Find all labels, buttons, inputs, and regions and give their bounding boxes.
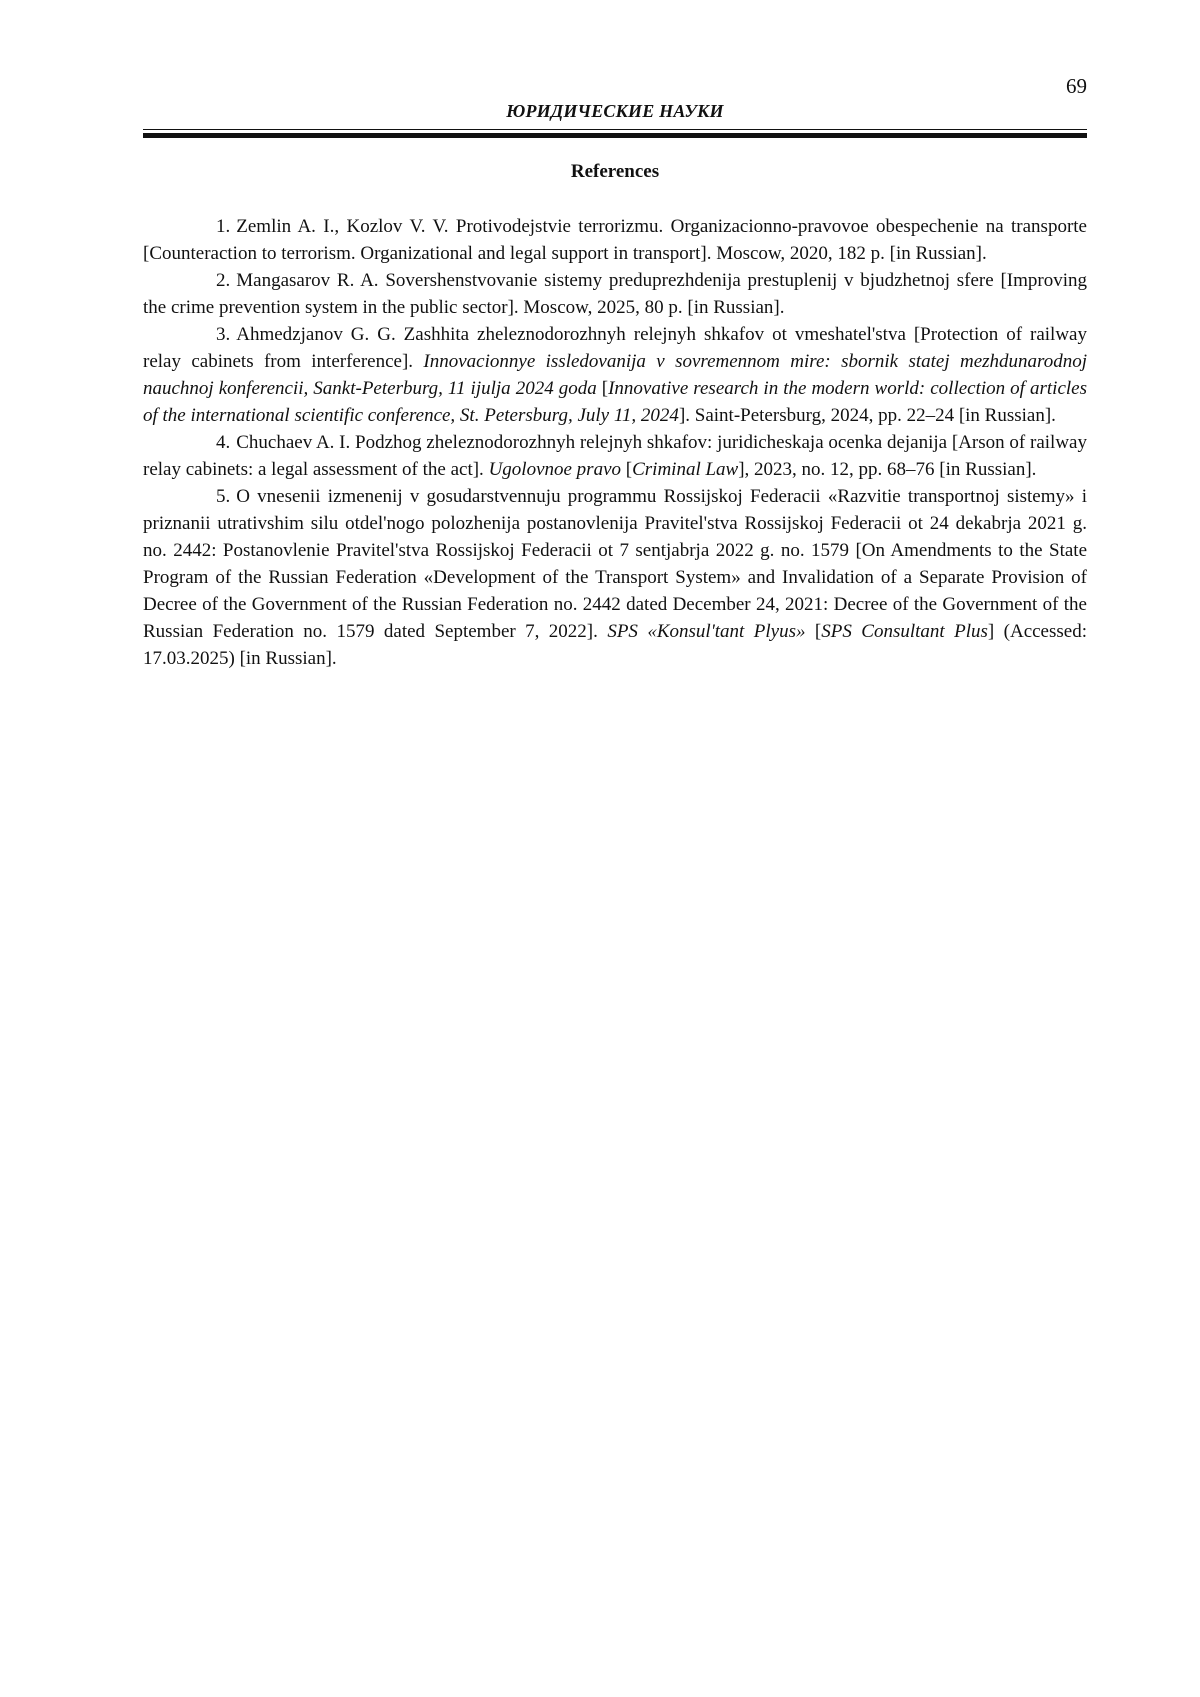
reference-italic-text: Ugolovnoe pravo <box>488 459 622 480</box>
header-rule-thin <box>143 129 1087 130</box>
header-rule-thick <box>143 133 1087 138</box>
page-number: 69 <box>1066 74 1087 98</box>
reference-entry <box>143 213 1087 267</box>
reference-number: 1. <box>216 216 231 237</box>
reference-italic-text: Criminal Law <box>632 459 739 480</box>
reference-italic-text: Innovacionnye issledovanija v sovremennom mire: sbornik statej mezhdunarodnoj nauchnoj konferencii, Sankt-Peterburg, 11 ijulja 2024 goda <box>143 351 1087 399</box>
reference-text: [ <box>596 378 609 399</box>
reference-text: Mangasarov R. A. Sovershenstvovanie sistemy preduprezhdenija prestuplenij v bjudzhetnoj sfere [Improving the crime prevention system in the public sector]. Moscow, 2025, 80 p. [in Russian]. <box>143 270 1087 318</box>
reference-entry <box>143 429 1087 483</box>
references-list <box>143 213 1087 672</box>
reference-text: Chuchaev A. I. Podzhog zheleznodorozhnyh relejnyh shkafov: juridicheskaja ocenka dejanija [Arson of railway relay cabinets: a legal assessment of the act]. <box>143 432 1087 480</box>
reference-italic-text: SPS «Konsul'tant Plyus» <box>607 621 806 642</box>
running-header-title: ЮРИДИЧЕСКИЕ НАУКИ <box>506 101 724 121</box>
reference-text: Ahmedzjanov G. G. Zashhita zheleznodorozhnyh relejnyh shkafov ot vmeshatel'stva [Protection of railway relay cabinets from interference]. <box>143 324 1087 372</box>
reference-number: 5. <box>216 486 231 507</box>
reference-number: 3. <box>216 324 231 345</box>
reference-entry <box>143 483 1087 672</box>
section-title: References <box>570 161 660 182</box>
reference-text: ]. Saint-Petersburg, 2024, pp. 22–24 [in Russian]. <box>678 405 1056 426</box>
reference-entry <box>143 321 1087 429</box>
reference-text: [ <box>621 459 633 480</box>
reference-text: [ <box>805 621 822 642</box>
reference-text: ], 2023, no. 12, pp. 68–76 [in Russian]. <box>738 459 1037 480</box>
reference-italic-text: Innovative research in the modern world: collection of articles of the international scientific conference, St. Petersburg, July 11, 2024 <box>143 378 1087 426</box>
reference-italic-text: SPS Consultant Plus <box>821 621 988 642</box>
reference-entry <box>143 267 1087 321</box>
reference-number: 2. <box>216 270 231 291</box>
reference-number: 4. <box>216 432 231 453</box>
reference-text: O vnesenii izmenenij v gosudarstvennuju programmu Rossijskoj Federacii «Razvitie transportnoj sistemy» i priznanii utrativshim silu otdel'nogo polozhenija postanovlenija Pravitel'stva Rossijskoj Federacii ot 24 dekabrja 2021 g. no. 2442: Postanovlenie Pravitel'stva Rossijskoj Federacii ot 7 sentjabrja 2022 g. no. 1579 [On Amendments to the State Program of the Russian Federation «Development of the Transport System» and Invalidation of a Separate Provision of Decree of the Government of the Russian Federation no. 2442 dated December 24, 2021: Decree of the Government of the Russian Federation no. 1579 dated September 7, 2022]. <box>143 486 1087 642</box>
reference-text: Zemlin A. I., Kozlov V. V. Protivodejstvie terrorizmu. Organizacionno-pravovoe obespechenie na transporte [Counteraction to terrorism. Organizational and legal support in transport]. Moscow, 2020, 182 p. [in Russian]. <box>143 216 1087 264</box>
reference-text: ] (Accessed: 17.03.2025) [in Russian]. <box>143 621 1087 669</box>
